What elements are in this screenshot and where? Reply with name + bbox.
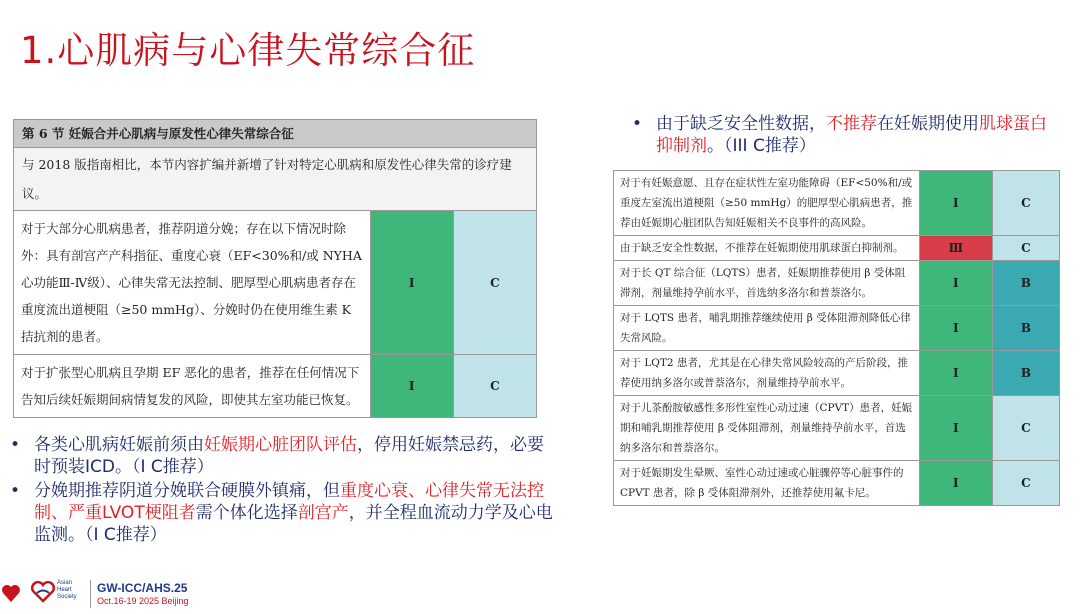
recommendation-text: 对于扩张型心肌病且孕期 EF 恶化的患者，推荐在任何情况下告知后续妊娠期间病情复发的风险，即使其左室功能已恢复。	[14, 355, 371, 418]
recommendation-text: 由于缺乏安全性数据，不推荐在妊娠期使用肌球蛋白抑制剂。	[614, 236, 920, 261]
bullet-text: 需个体化选择	[195, 503, 298, 523]
recommendation-text: 对于 LQTS 患者，哺乳期推荐继续使用 β 受体阻滞剂降低心律失常风险。	[614, 306, 920, 351]
level-cell: C	[992, 171, 1059, 236]
bullet-highlight: 剖宫产	[297, 503, 349, 523]
level-cell: B	[992, 306, 1059, 351]
class-cell: I	[919, 261, 992, 306]
pre-pregnancy-bullet	[10, 434, 554, 478]
delivery-bullet	[10, 480, 554, 546]
left-table-row	[14, 355, 537, 418]
right-table-row	[614, 351, 1060, 396]
right-table-row	[614, 461, 1060, 506]
right-guideline-table	[613, 170, 1060, 506]
myosin-inhibitor-bullet	[632, 113, 1051, 157]
left-guideline-table	[13, 119, 537, 418]
slide-title: 1.心肌病与心律失常综合征	[20, 29, 476, 72]
level-cell: C	[992, 461, 1059, 506]
bullet-highlight: 肌球蛋白抑制剂	[656, 114, 1047, 156]
bullet-text: 在妊娠期使用	[877, 114, 979, 134]
class-cell: I	[919, 306, 992, 351]
right-table-row	[614, 396, 1060, 461]
society-name: Asian Heart Society	[57, 580, 77, 600]
class-cell: I	[370, 211, 453, 355]
level-cell: B	[992, 261, 1059, 306]
footer	[0, 576, 230, 612]
event-date: Oct.16-19 2025 Beijing	[97, 596, 189, 606]
level-cell: C	[453, 355, 536, 418]
left-table-header: 第 6 节 妊娠合并心肌病与原发性心律失常综合征	[14, 120, 537, 148]
bullet-text: 由于缺乏安全性数据，	[656, 114, 826, 134]
bullet-text: ，并全程血流动力学及心电监测。（I C推荐）	[34, 503, 553, 545]
conference-emblem-icon	[0, 582, 22, 604]
recommendation-text: 对于 LQT2 患者，尤其是在心律失常风险较高的产后阶段，推荐使用纳多洛尔或普萘洛尔，剂量维持孕前水平。	[614, 351, 920, 396]
level-cell: C	[453, 211, 536, 355]
bullet-dot: •	[10, 481, 21, 501]
class-cell: I	[919, 461, 992, 506]
bullet-dot: •	[632, 114, 643, 134]
event-name: GW-ICC/AHS.25	[97, 581, 188, 595]
right-table-row	[614, 236, 1060, 261]
recommendation-text: 对于大部分心肌病患者，推荐阴道分娩；存在以下情况时除外：具有剖宫产产科指征、重度心衰（EF<30%和/或 NYHA 心功能Ⅲ-Ⅳ级）、心律失常无法控制、肥厚型心肌病患者存在重度流出道梗阻（≥50 mmHg）、分娩时仍在使用维生素 K 拮抗剂的患者。	[14, 211, 371, 355]
asian-heart-society-logo-icon	[30, 581, 56, 603]
footer-divider	[90, 580, 91, 608]
class-cell: I	[919, 351, 992, 396]
level-cell: C	[992, 236, 1059, 261]
right-table-row	[614, 171, 1060, 236]
recommendation-text: 对于有妊娠意愿、且存在症状性左室功能障碍（EF<50%和/或重度左室流出道梗阻（≥50 mmHg）的肥厚型心肌病患者，推荐由妊娠期心脏团队告知妊娠相关不良事件的高风险。	[614, 171, 920, 236]
bullet-text: 分娩期推荐阴道分娩联合硬膜外镇痛，但	[34, 481, 340, 501]
right-table-row	[614, 261, 1060, 306]
bullet-text: 各类心肌病妊娠前须由	[34, 435, 204, 455]
bullet-dot: •	[10, 435, 21, 455]
recommendation-text: 对于长 QT 综合征（LQTS）患者，妊娠期推荐使用 β 受体阻滞剂，剂量维持孕前水平，首选纳多洛尔和普萘洛尔。	[614, 261, 920, 306]
bullet-highlight: 不推荐	[826, 114, 877, 134]
bullet-highlight: 重度心衰、心律失常无法控制、严重LVOT梗阻者	[34, 481, 544, 523]
bullet-text: 。（III C推荐）	[707, 136, 816, 156]
recommendation-text: 对于妊娠期发生晕厥、室性心动过速或心脏骤停等心脏事件的 CPVT 患者，除 β 受体阻滞剂外，还推荐使用氟卡尼。	[614, 461, 920, 506]
class-cell: I	[370, 355, 453, 418]
right-table-row	[614, 306, 1060, 351]
bullet-text: ，停用妊娠禁忌药，必要时预装ICD。（I C推荐）	[34, 435, 544, 477]
class-cell: I	[919, 396, 992, 461]
left-table-intro: 与 2018 版指南相比，本节内容扩编并新增了针对特定心肌病和原发性心律失常的诊疗建议。	[14, 148, 537, 211]
level-cell: C	[992, 396, 1059, 461]
class-cell: Ⅲ	[919, 236, 992, 261]
bullet-highlight: 妊娠期心脏团队评估	[204, 435, 357, 455]
class-cell: I	[919, 171, 992, 236]
recommendation-text: 对于儿茶酚胺敏感性多形性室性心动过速（CPVT）患者，妊娠期和哺乳期推荐使用 β 受体阻滞剂，剂量维持孕前水平，首选纳多洛尔和普萘洛尔。	[614, 396, 920, 461]
level-cell: B	[992, 351, 1059, 396]
left-table-row	[14, 211, 537, 355]
